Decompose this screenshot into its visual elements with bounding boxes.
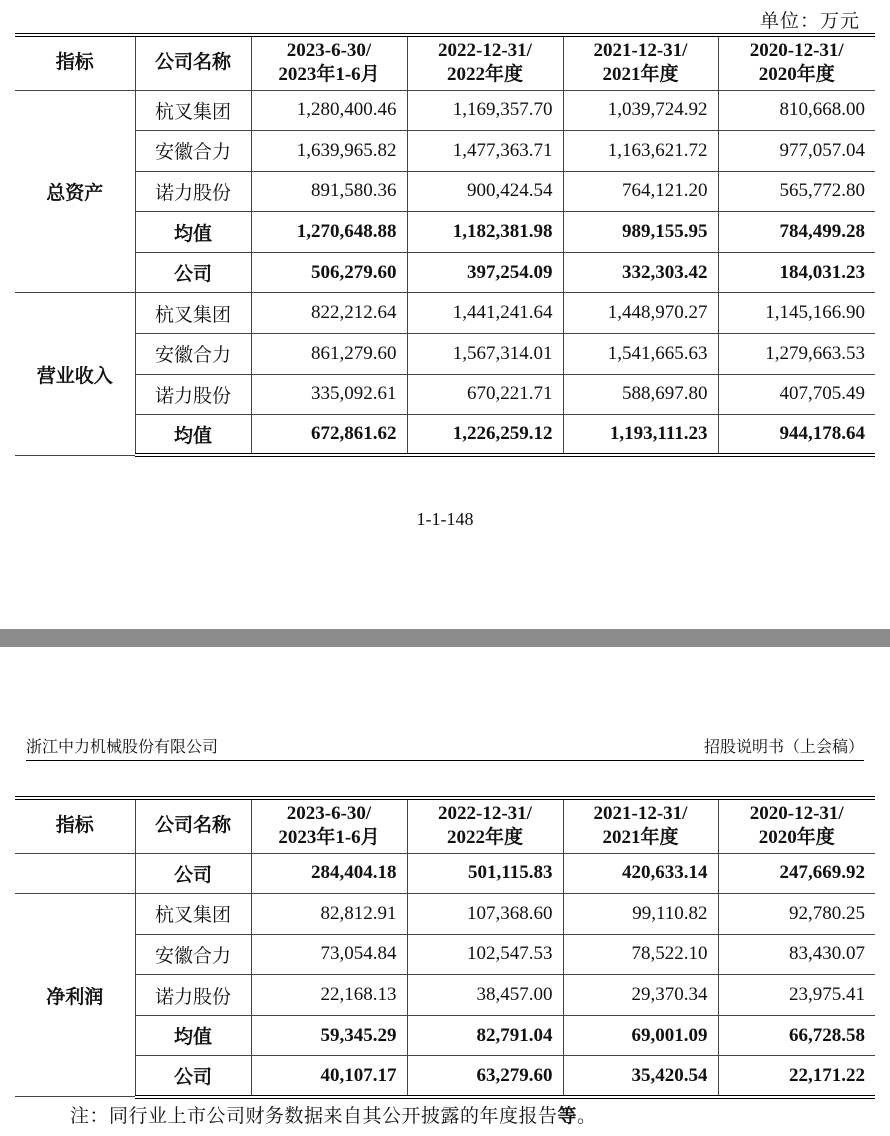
footnote-emphasis: 等 xyxy=(557,1106,578,1127)
period-span: 2022年度 xyxy=(446,64,523,86)
value-cell: 1,639,965.82 xyxy=(251,131,407,172)
company-name: 公司 xyxy=(135,853,251,894)
value-cell: 891,580.36 xyxy=(251,171,407,212)
header-company: 公司名称 xyxy=(135,798,251,853)
value-cell: 822,212.64 xyxy=(251,293,407,334)
header-metric: 指标 xyxy=(15,35,135,90)
company-name: 诺力股份 xyxy=(135,171,251,212)
value-cell: 565,772.80 xyxy=(718,171,875,212)
value-cell: 82,791.04 xyxy=(407,1015,563,1056)
value-cell: 335,092.61 xyxy=(251,374,407,415)
value-cell: 92,780.25 xyxy=(718,894,875,935)
header-period xyxy=(718,35,875,90)
footnote xyxy=(70,1101,597,1128)
value-cell: 1,182,381.98 xyxy=(407,212,563,253)
table-row xyxy=(15,975,875,1016)
value-cell: 1,169,357.70 xyxy=(407,90,563,131)
table-row-average xyxy=(15,212,875,253)
value-cell: 1,280,400.46 xyxy=(251,90,407,131)
period-date: 2022-12-31/ xyxy=(438,803,532,825)
header-document-title: 招股说明书（上会稿） xyxy=(703,739,864,756)
value-cell: 22,168.13 xyxy=(251,975,407,1016)
value-cell: 1,448,970.27 xyxy=(563,293,718,334)
company-name: 诺力股份 xyxy=(135,374,251,415)
value-cell: 861,279.60 xyxy=(251,334,407,375)
value-cell: 810,668.00 xyxy=(718,90,875,131)
financial-table-top xyxy=(15,33,875,457)
period-span: 2021年度 xyxy=(602,64,679,86)
value-cell: 284,404.18 xyxy=(251,853,407,894)
company-name: 安徽合力 xyxy=(135,934,251,975)
header-period xyxy=(407,798,563,853)
value-cell: 247,669.92 xyxy=(718,853,875,894)
period-span: 2023年1-6月 xyxy=(278,64,380,86)
value-cell: 1,477,363.71 xyxy=(407,131,563,172)
value-cell: 1,279,663.53 xyxy=(718,334,875,375)
value-cell: 407,705.49 xyxy=(718,374,875,415)
value-cell: 38,457.00 xyxy=(407,975,563,1016)
value-cell: 1,039,724.92 xyxy=(563,90,718,131)
period-span: 2020年度 xyxy=(758,64,835,86)
period-date: 2020-12-31/ xyxy=(749,803,844,825)
period-span: 2022年度 xyxy=(446,827,523,849)
value-cell: 506,279.60 xyxy=(251,252,407,293)
value-cell: 82,812.91 xyxy=(251,894,407,935)
page-number: 1-1-148 xyxy=(416,509,474,529)
table-row xyxy=(15,334,875,375)
value-cell: 397,254.09 xyxy=(407,252,563,293)
company-name: 公司 xyxy=(135,252,251,293)
value-cell: 944,178.64 xyxy=(718,415,875,456)
value-cell: 1,541,665.63 xyxy=(563,334,718,375)
unit-label: 单位：万元 xyxy=(759,11,860,32)
period-span: 2021年度 xyxy=(602,827,679,849)
company-name: 杭叉集团 xyxy=(135,894,251,935)
table-row xyxy=(15,293,875,334)
header-metric: 指标 xyxy=(15,798,135,853)
company-name: 均值 xyxy=(135,1015,251,1056)
period-date: 2022-12-31/ xyxy=(438,40,532,62)
value-cell: 501,115.83 xyxy=(407,853,563,894)
running-header xyxy=(26,735,864,761)
value-cell: 35,420.54 xyxy=(563,1056,718,1097)
value-cell: 63,279.60 xyxy=(407,1056,563,1097)
value-cell: 672,861.62 xyxy=(251,415,407,456)
table-row xyxy=(15,131,875,172)
header-period xyxy=(563,35,718,90)
value-cell: 40,107.17 xyxy=(251,1056,407,1097)
value-cell: 1,226,259.12 xyxy=(407,415,563,456)
value-cell: 1,163,621.72 xyxy=(563,131,718,172)
value-cell: 977,057.04 xyxy=(718,131,875,172)
table-row xyxy=(15,934,875,975)
table-row-average xyxy=(15,415,875,456)
value-cell: 1,270,648.88 xyxy=(251,212,407,253)
value-cell: 1,193,111.23 xyxy=(563,415,718,456)
value-cell: 99,110.82 xyxy=(563,894,718,935)
value-cell: 102,547.53 xyxy=(407,934,563,975)
table-row xyxy=(15,374,875,415)
table-row xyxy=(15,894,875,935)
metric-total-assets: 总资产 xyxy=(15,90,135,293)
header-period xyxy=(718,798,875,853)
value-cell: 69,001.09 xyxy=(563,1015,718,1056)
period-date: 2021-12-31/ xyxy=(593,40,688,62)
value-cell: 784,499.28 xyxy=(718,212,875,253)
company-name: 均值 xyxy=(135,212,251,253)
table-row xyxy=(15,90,875,131)
footnote-text: 注：同行业上市公司财务数据来自其公开披露的年度报告 xyxy=(70,1106,558,1127)
value-cell: 1,145,166.90 xyxy=(718,293,875,334)
page-break-divider xyxy=(0,629,890,647)
value-cell: 900,424.54 xyxy=(407,171,563,212)
financial-table-bottom xyxy=(15,796,875,1099)
period-span: 2020年度 xyxy=(758,827,835,849)
header-row xyxy=(15,35,875,90)
value-cell: 59,345.29 xyxy=(251,1015,407,1056)
table-row-company xyxy=(15,853,875,894)
company-name: 杭叉集团 xyxy=(135,90,251,131)
period-span: 2023年1-6月 xyxy=(278,827,380,849)
header-period xyxy=(407,35,563,90)
table-row-company xyxy=(15,252,875,293)
value-cell: 332,303.42 xyxy=(563,252,718,293)
period-date: 2023-6-30/ xyxy=(286,803,372,825)
metric-net-profit: 净利润 xyxy=(15,894,135,1097)
value-cell: 73,054.84 xyxy=(251,934,407,975)
value-cell: 107,368.60 xyxy=(407,894,563,935)
value-cell: 184,031.23 xyxy=(718,252,875,293)
value-cell: 83,430.07 xyxy=(718,934,875,975)
table-row-company xyxy=(15,1056,875,1097)
company-name: 安徽合力 xyxy=(135,131,251,172)
company-name: 均值 xyxy=(135,415,251,456)
table-row xyxy=(15,171,875,212)
value-cell: 420,633.14 xyxy=(563,853,718,894)
period-date: 2021-12-31/ xyxy=(593,803,688,825)
header-company-name: 浙江中力机械股份有限公司 xyxy=(26,739,219,756)
value-cell: 1,567,314.01 xyxy=(407,334,563,375)
value-cell: 764,121.20 xyxy=(563,171,718,212)
value-cell: 66,728.58 xyxy=(718,1015,875,1056)
value-cell: 23,975.41 xyxy=(718,975,875,1016)
metric-revenue: 营业收入 xyxy=(15,293,135,455)
header-period xyxy=(251,35,407,90)
value-cell: 670,221.71 xyxy=(407,374,563,415)
company-name: 诺力股份 xyxy=(135,975,251,1016)
metric-revenue-continued xyxy=(15,853,135,894)
table-row-average xyxy=(15,1015,875,1056)
header-period xyxy=(563,798,718,853)
header-period xyxy=(251,798,407,853)
company-name: 公司 xyxy=(135,1056,251,1097)
footnote-end: 。 xyxy=(577,1106,597,1127)
company-name: 杭叉集团 xyxy=(135,293,251,334)
value-cell: 989,155.95 xyxy=(563,212,718,253)
period-date: 2020-12-31/ xyxy=(749,40,844,62)
value-cell: 29,370.34 xyxy=(563,975,718,1016)
value-cell: 588,697.80 xyxy=(563,374,718,415)
value-cell: 78,522.10 xyxy=(563,934,718,975)
header-company: 公司名称 xyxy=(135,35,251,90)
company-name: 安徽合力 xyxy=(135,334,251,375)
period-date: 2023-6-30/ xyxy=(286,40,372,62)
value-cell: 1,441,241.64 xyxy=(407,293,563,334)
value-cell: 22,171.22 xyxy=(718,1056,875,1097)
header-row xyxy=(15,798,875,853)
